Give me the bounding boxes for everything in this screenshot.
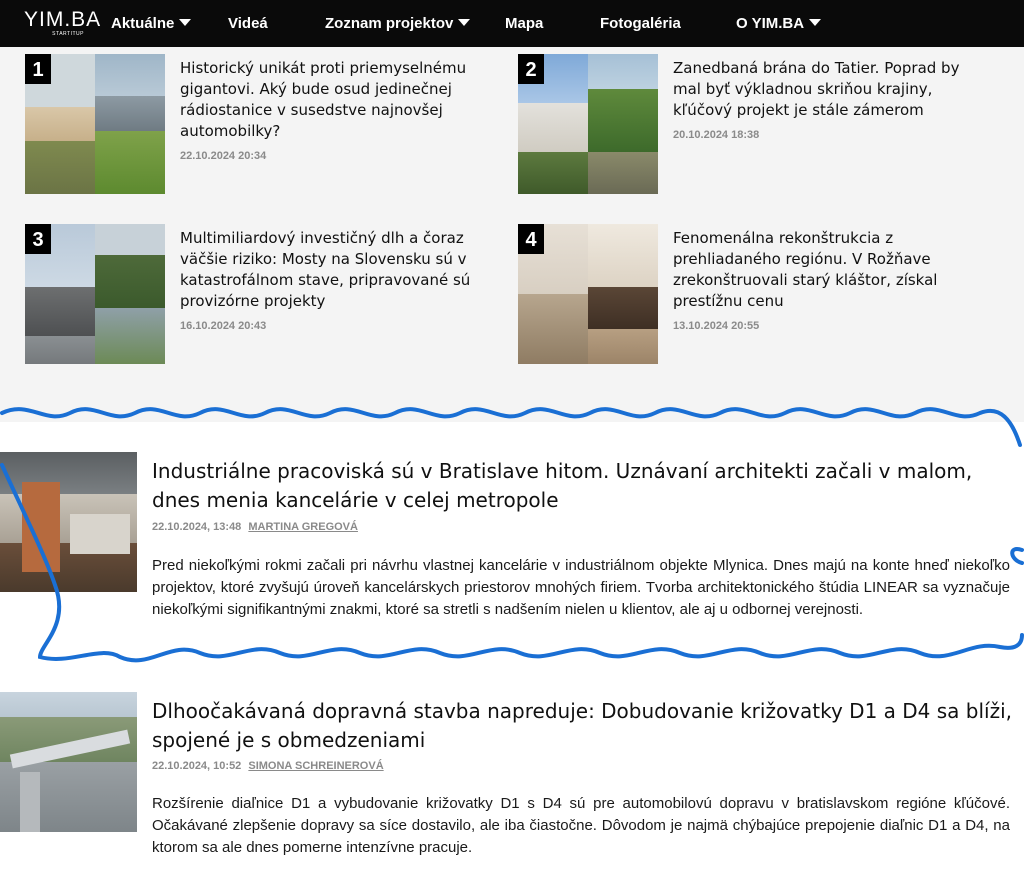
chevron-down-icon [179, 19, 191, 26]
top-article-date: 16.10.2024 20:43 [180, 320, 267, 332]
nav-item-mapa[interactable]: Mapa [505, 15, 544, 32]
article-thumbnail[interactable] [518, 224, 658, 364]
top-article-card[interactable] [25, 224, 495, 366]
article-image[interactable] [0, 452, 137, 592]
rank-badge: 4 [518, 224, 544, 254]
top-article-card[interactable] [25, 54, 495, 196]
rank-badge: 3 [25, 224, 51, 254]
article-thumbnail[interactable] [25, 224, 165, 364]
article-thumbnail[interactable] [518, 54, 658, 194]
article-title[interactable]: Dlhoočakávaná dopravná stavba napreduje: Dobudovanie križovatky D1 a D4 sa blíži, spojené je s obmedzeniami [152, 699, 1013, 752]
nav-item-aktualne[interactable]: Aktuálne [111, 0, 191, 47]
logo-subtext: STARTITUP [52, 31, 84, 37]
nav-item-o-yimba[interactable]: O YIM.BA [736, 0, 821, 47]
top-navigation [0, 0, 1024, 47]
article-author-link[interactable]: SIMONA SCHREINEROVÁ [248, 760, 384, 772]
logo-text: YIM.BA [24, 8, 102, 31]
article-meta [152, 521, 358, 533]
article-meta [152, 760, 384, 772]
nav-item-zoznam-projektov[interactable]: Zoznam projektov [325, 0, 470, 47]
article-title[interactable]: Industriálne pracoviská sú v Bratislave hitom. Uznávaní architekti začali v malom, dnes menia kancelárie v celej metropole [152, 459, 973, 512]
article-image[interactable] [0, 692, 137, 832]
nav-item-fotogaleria[interactable]: Fotogaléria [600, 15, 681, 32]
nav-item-videa[interactable]: Videá [228, 15, 268, 32]
top-article-card[interactable] [518, 54, 988, 196]
top-article-card[interactable] [518, 224, 988, 366]
top-article-title[interactable]: Historický unikát proti priemyselnému gigantovi. Aký bude osud jedinečnej rádiostanice v susedstve najnovšej automobilky? [180, 59, 467, 140]
site-logo[interactable] [24, 8, 102, 39]
article-perex: Rozšírenie diaľnice D1 a vybudovanie križovatky D1 s D4 sú pre automobilovú dopravu v bratislavskom regióne kľúčové. Očakávané zlepšenie dopravy sa síce dostavilo, ale iba čiastočne. Dôvodom je najmä chýbajúce prepojenie diaľnic D1 a D4, na ktorom sa ale dnes pomerne intenzívne pracuje. [152, 795, 1010, 856]
article-thumbnail[interactable] [25, 54, 165, 194]
top-article-title[interactable]: Fenomenálna rekonštrukcia z prehliadaného regiónu. V Rožňave zrekonštruovali starý kláštor, získal prestížnu cenu [673, 229, 938, 310]
article-date: 22.10.2024, 10:52 [152, 760, 242, 772]
top-article-date: 20.10.2024 18:38 [673, 129, 760, 141]
top-article-date: 13.10.2024 20:55 [673, 320, 760, 332]
top-article-title[interactable]: Multimiliardový investičný dlh a čoraz väčšie riziko: Mosty na Slovensku sú v katastrofálnom stave, pripravované sú provizórne projekty [180, 229, 471, 310]
article-perex: Pred niekoľkými rokmi začali pri návrhu vlastnej kancelárie v industriálnom objekte Mlynica. Dnes majú na konte hneď niekoľko projektov, ktoré zvyšujú úroveň kancelárskych priestorov mnohých firiem. Tvorba architektonického štúdia LINEAR sa vyznačuje niekoľkými signifikantnými znakmi, ktoré sa stretli s nadšením nielen u klientov, ale aj u odbornej verejnosti. [152, 557, 1010, 618]
top-article-date: 22.10.2024 20:34 [180, 150, 267, 162]
article-date: 22.10.2024, 13:48 [152, 521, 242, 533]
chevron-down-icon [809, 19, 821, 26]
rank-badge: 2 [518, 54, 544, 84]
rank-badge: 1 [25, 54, 51, 84]
hand-drawn-highlight-annotation [0, 395, 1024, 685]
chevron-down-icon [458, 19, 470, 26]
article-author-link[interactable]: MARTINA GREGOVÁ [248, 521, 358, 533]
top-article-title[interactable]: Zanedbaná brána do Tatier. Poprad by mal byť výkladnou skriňou krajiny, kľúčový projekt je stále zámerom [673, 59, 960, 119]
